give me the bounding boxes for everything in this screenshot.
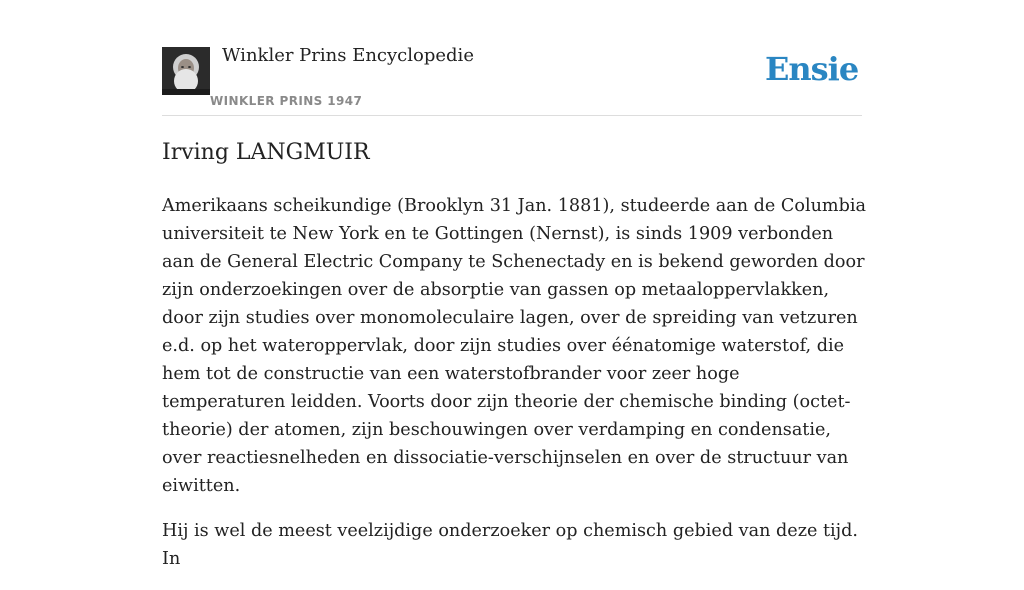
page — [162, 0, 866, 569]
author-portrait-icon — [162, 47, 210, 95]
source-title[interactable]: Winkler Prins Encyclopedie — [222, 45, 474, 66]
header-divider — [162, 115, 862, 116]
author-avatar[interactable] — [162, 47, 210, 95]
entry-body — [162, 192, 867, 590]
brand-logo[interactable]: Ensie — [765, 50, 859, 88]
body-paragraph: Amerikaans scheikundige (Brooklyn 31 Jan. 1881), studeerde aan de Columbia universiteit te New York en te Gottingen (Nernst), is sinds 1909 verbonden aan de General Electric Company te Schenectady en is bekend geworden door zijn onderzoekingen over de absorptie van gassen op metaaloppervlakken, door zijn studies over monomoleculaire lagen, over de spreiding van vetzuren e.d. op het wateroppervlak, door zijn studies over éénatomige waterstof, die hem tot de constructie van een waterstofbrander voor zeer hoge temperaturen leidden. Voorts door zijn theorie der chemische binding (octet-theorie) der atomen, zijn beschouwingen over verdamping en condensatie, over reactiesnelheden en dissociatie-verschijnselen en over de structuur van eiwitten. — [162, 196, 866, 496]
entry-title: Irving LANGMUIR — [162, 140, 370, 165]
body-paragraph: Hij is wel de meest veelzijdige onderzoeker op chemisch gebied van deze tijd. In — [162, 521, 858, 569]
source-subtitle[interactable]: WINKLER PRINS 1947 — [210, 94, 363, 108]
